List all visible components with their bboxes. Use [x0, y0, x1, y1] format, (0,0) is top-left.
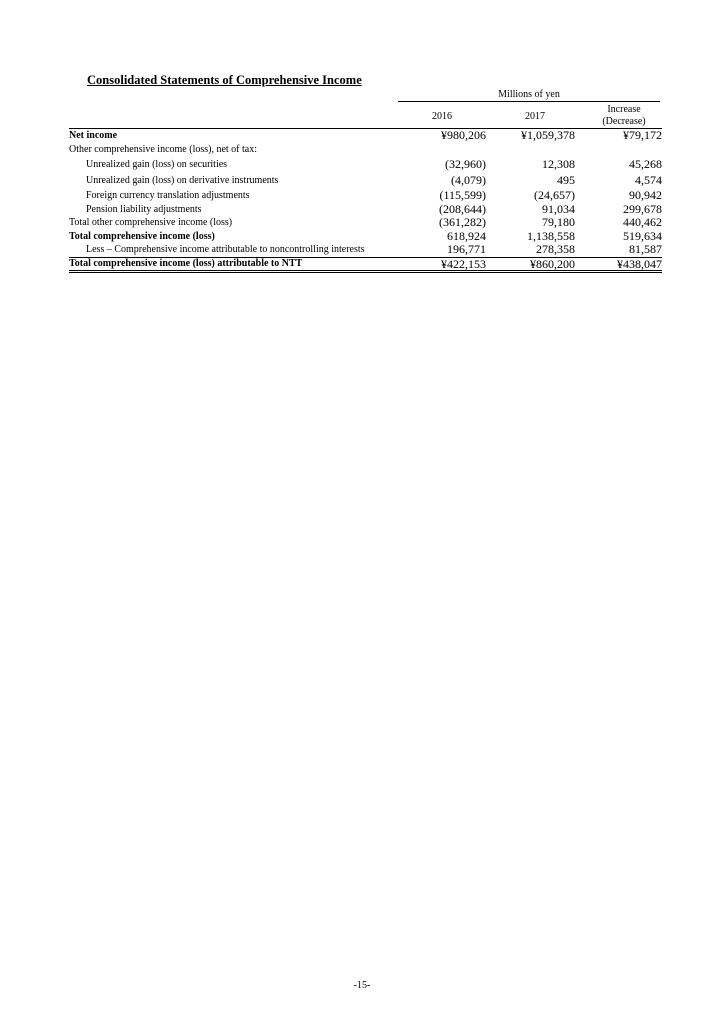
value-2016: (115,599): [439, 188, 486, 202]
value-2017: 495: [557, 172, 575, 187]
row-label: Unrealized gain (loss) on derivative instruments: [86, 174, 279, 186]
table-row: [69, 143, 662, 157]
row-label: Total comprehensive income (loss): [69, 230, 215, 242]
row-label: Other comprehensive income (loss), net of tax:: [69, 143, 257, 155]
value-2017: (24,657): [534, 188, 575, 202]
column-header-2016: 2016: [432, 111, 452, 122]
value-increase: 299,678: [623, 201, 662, 216]
decrease-label: (Decrease): [602, 116, 646, 127]
value-increase: ¥438,047: [575, 257, 662, 271]
table-row-total: [69, 257, 662, 271]
statement-table: [69, 129, 662, 273]
value-2017: 278,358: [536, 242, 575, 256]
value-2017: 91,034: [542, 201, 575, 216]
table-row: [69, 216, 662, 230]
value-increase: ¥79,172: [623, 128, 662, 142]
value-2017: 79,180: [542, 215, 575, 229]
column-header-increase: [585, 104, 663, 128]
increase-label: Increase: [607, 104, 641, 115]
value-increase: 519,634: [623, 228, 662, 243]
value-2017: ¥860,200: [486, 257, 575, 271]
table-row: [69, 156, 662, 172]
value-2016: (361,282): [439, 215, 486, 229]
table-row: [69, 230, 662, 244]
value-2016: (4,079): [451, 172, 486, 187]
value-2017: ¥1,059,378: [521, 128, 575, 142]
row-label: Total comprehensive income (loss) attributable to NTT: [69, 257, 398, 271]
value-2017: 12,308: [542, 157, 575, 171]
statement-title: Consolidated Statements of Comprehensive Income: [87, 73, 362, 87]
value-increase: 440,462: [623, 215, 662, 229]
value-increase: 4,574: [635, 172, 662, 187]
table-row: [69, 187, 662, 203]
value-2016: ¥422,153: [398, 257, 486, 271]
value-2016: 196,771: [447, 242, 486, 256]
value-increase: 81,587: [629, 242, 662, 256]
column-header-2017: 2017: [525, 111, 545, 122]
row-label: Less – Comprehensive income attributable to noncontrolling interests: [86, 244, 365, 255]
value-2016: ¥980,206: [441, 128, 486, 142]
value-2017: 1,138,558: [527, 228, 575, 243]
row-label: Unrealized gain (loss) on securities: [86, 159, 228, 170]
table-row: [69, 203, 662, 217]
row-label: Total other comprehensive income (loss): [69, 217, 233, 228]
value-2016: 618,924: [447, 228, 486, 243]
table-row: [69, 172, 662, 188]
value-2016: (208,644): [439, 201, 486, 216]
value-increase: 45,268: [629, 157, 662, 171]
row-label: Net income: [69, 130, 118, 141]
row-label: Foreign currency translation adjustments: [86, 190, 250, 201]
units-header: Millions of yen: [398, 89, 660, 102]
page-number: -15-: [353, 980, 371, 991]
table-row: [69, 243, 662, 257]
row-label: Pension liability adjustments: [86, 203, 202, 215]
value-increase: 90,942: [629, 188, 662, 202]
table-row: [69, 129, 662, 143]
value-2016: (32,960): [445, 157, 486, 171]
